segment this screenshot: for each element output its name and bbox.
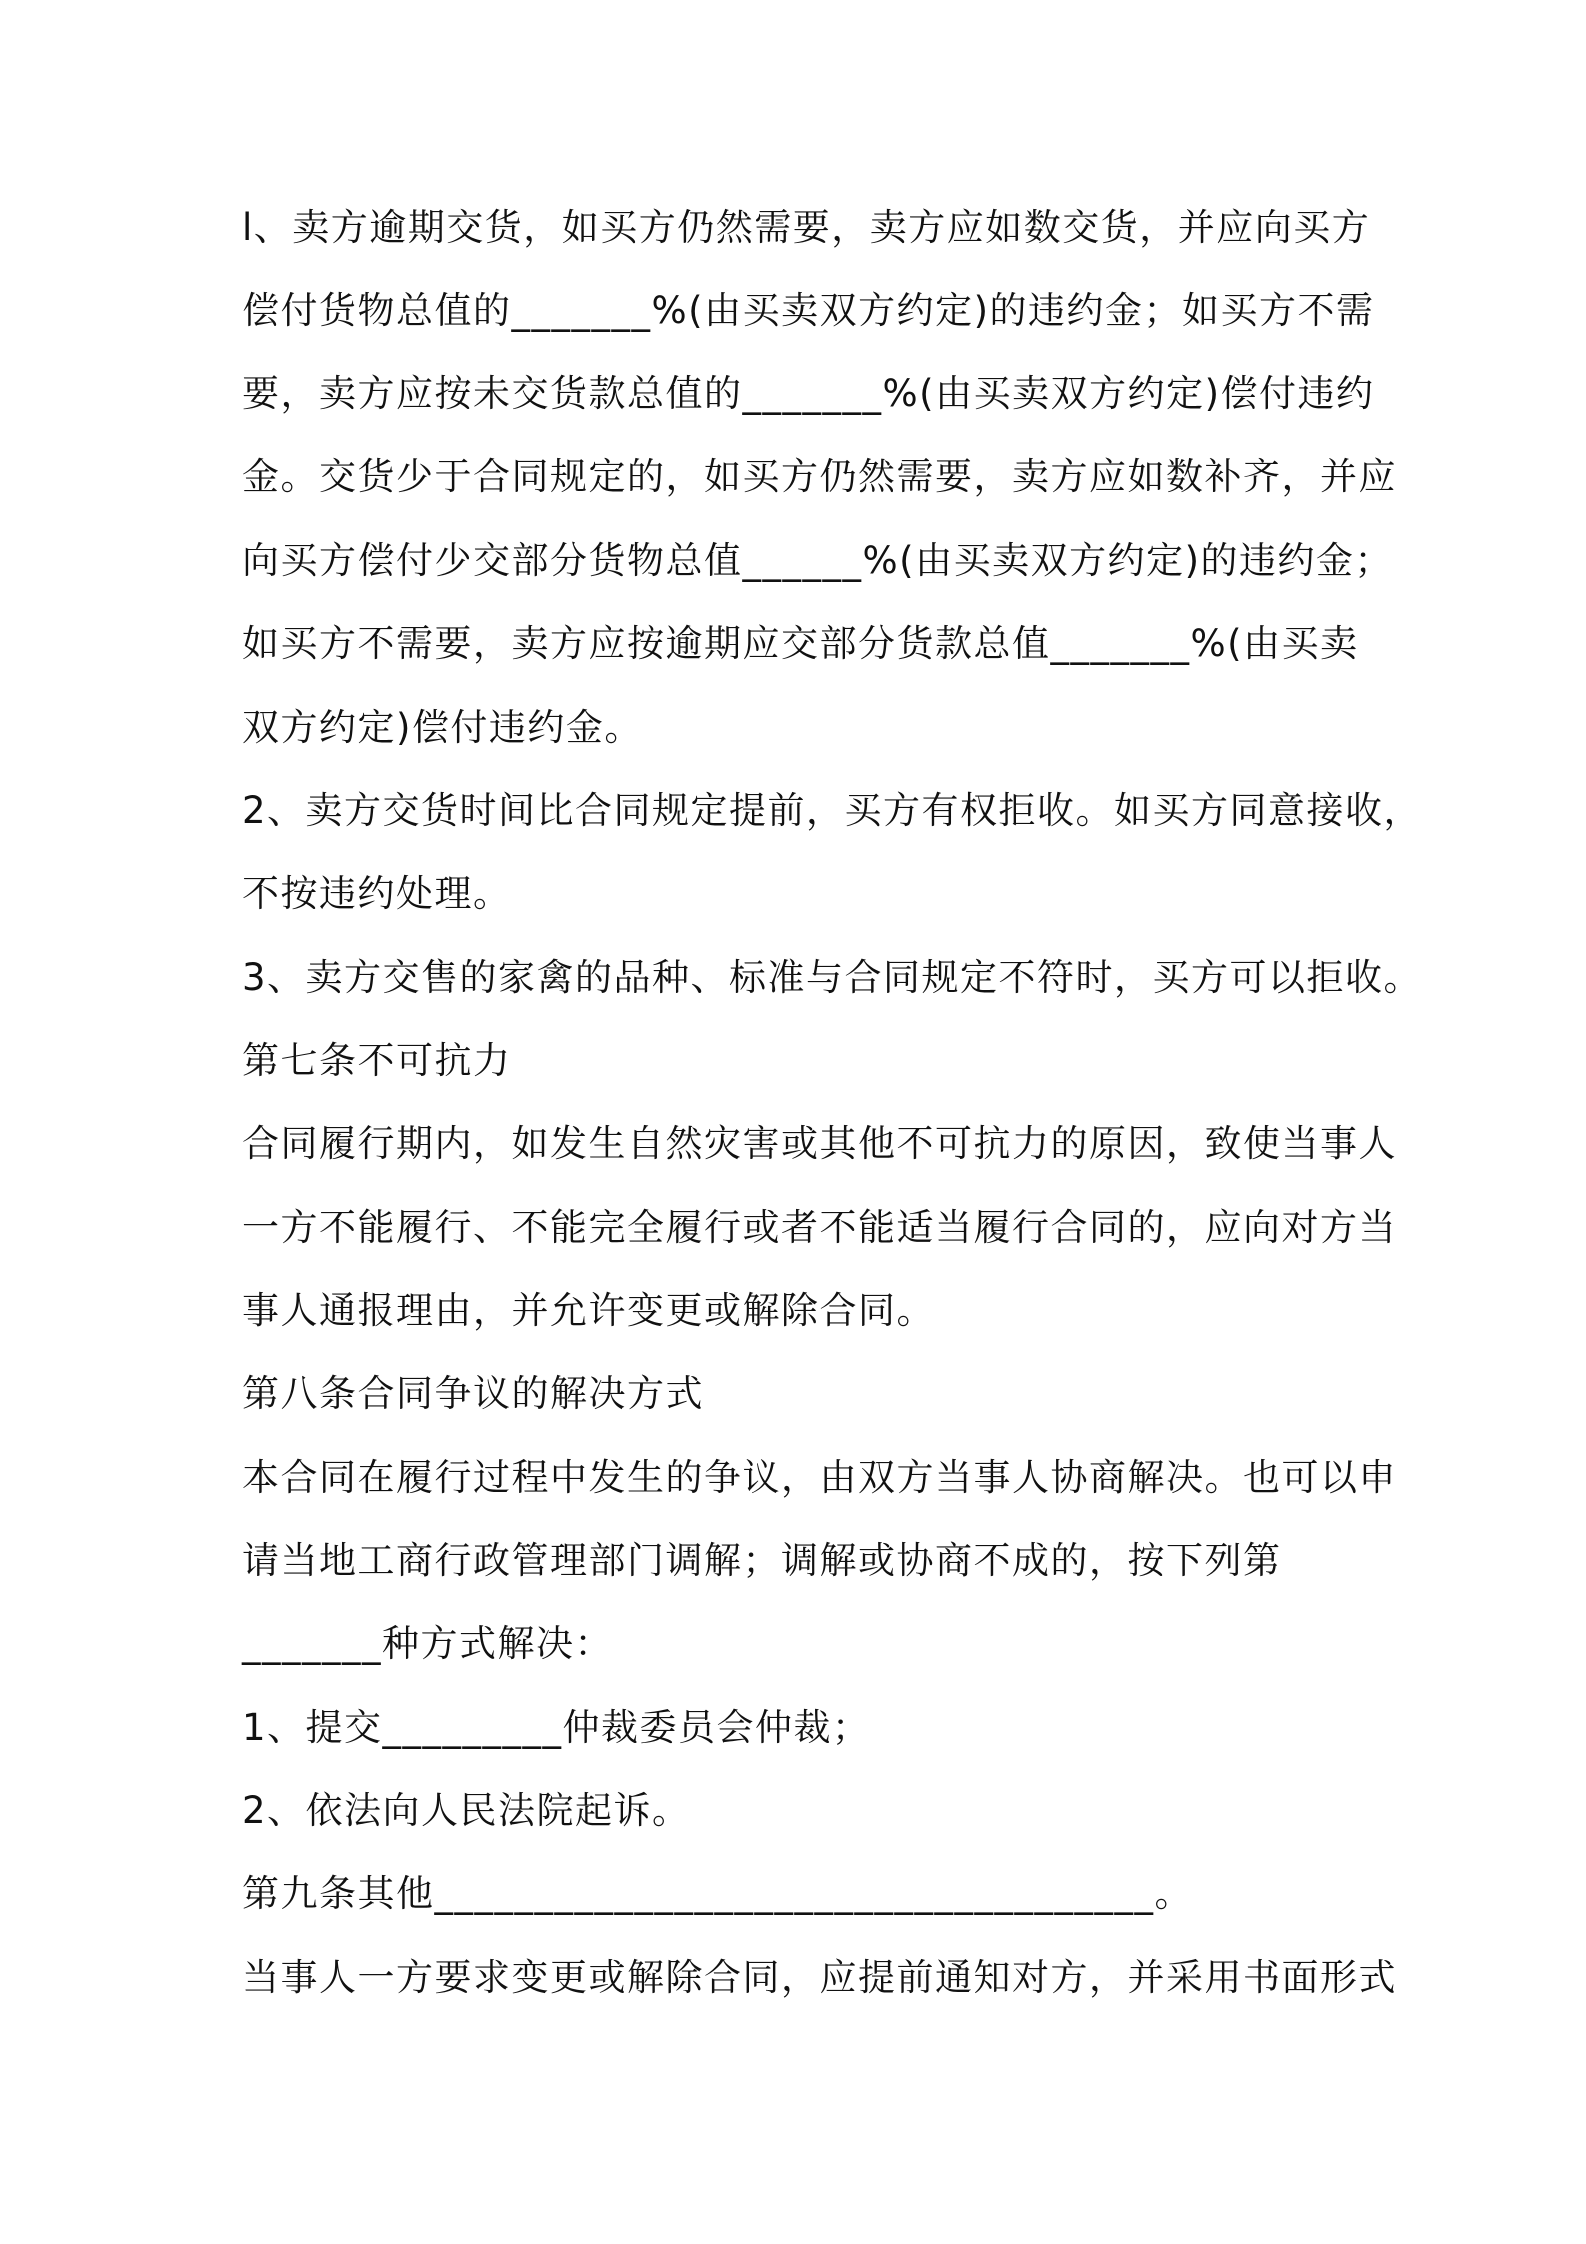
text-line: 如买方不需要，卖方应按逾期应交部分货款总值_______%(由买卖 [242,622,1359,665]
section-heading: 第九条其他____________________________________。 [242,1872,1193,1915]
text-line: 3、卖方交售的家禽的品种、标准与合同规定不符时，买方可以拒收。 [242,956,1423,999]
section-heading: 第七条不可抗力 [242,1039,512,1082]
text-line: _______种方式解决： [242,1622,613,1665]
text-line: 一方不能履行、不能完全履行或者不能适当履行合同的，应向对方当 [242,1206,1397,1249]
text-line: 2、卖方交货时间比合同规定提前，买方有权拒收。如买方同意接收， [242,789,1423,832]
text-line: 本合同在履行过程中发生的争议，由双方当事人协商解决。也可以申 [242,1456,1397,1499]
section-heading: 第八条合同争议的解决方式 [242,1372,704,1415]
text-line: 双方约定)偿付违约金。 [242,706,643,749]
text-line: 合同履行期内，如发生自然灾害或其他不可抗力的原因，致使当事人 [242,1122,1397,1165]
text-line: 请当地工商行政管理部门调解；调解或协商不成的，按下列第 [242,1539,1282,1582]
text-line: 要，卖方应按未交货款总值的_______%(由买卖双方约定)偿付违约 [242,372,1375,415]
text-line: 2、依法向人民法院起诉。 [242,1789,691,1832]
text-line: 偿付货物总值的_______%(由买卖双方约定)的违约金；如买方不需 [242,289,1375,332]
text-line: 1、提交_________仲裁委员会仲裁； [242,1706,871,1749]
text-line: 事人通报理由，并允许变更或解除合同。 [242,1289,935,1332]
text-line: l、卖方逾期交货，如买方仍然需要，卖方应如数交货，并应向买方 [242,206,1371,249]
text-line: 不按违约处理。 [242,872,512,915]
text-line: 金。交货少于合同规定的，如买方仍然需要，卖方应如数补齐，并应 [242,455,1397,498]
text-line: 向买方偿付少交部分货物总值______%(由买卖双方约定)的违约金； [242,539,1394,582]
text-line: 当事人一方要求变更或解除合同，应提前通知对方，并采用书面形式 [242,1956,1397,1999]
